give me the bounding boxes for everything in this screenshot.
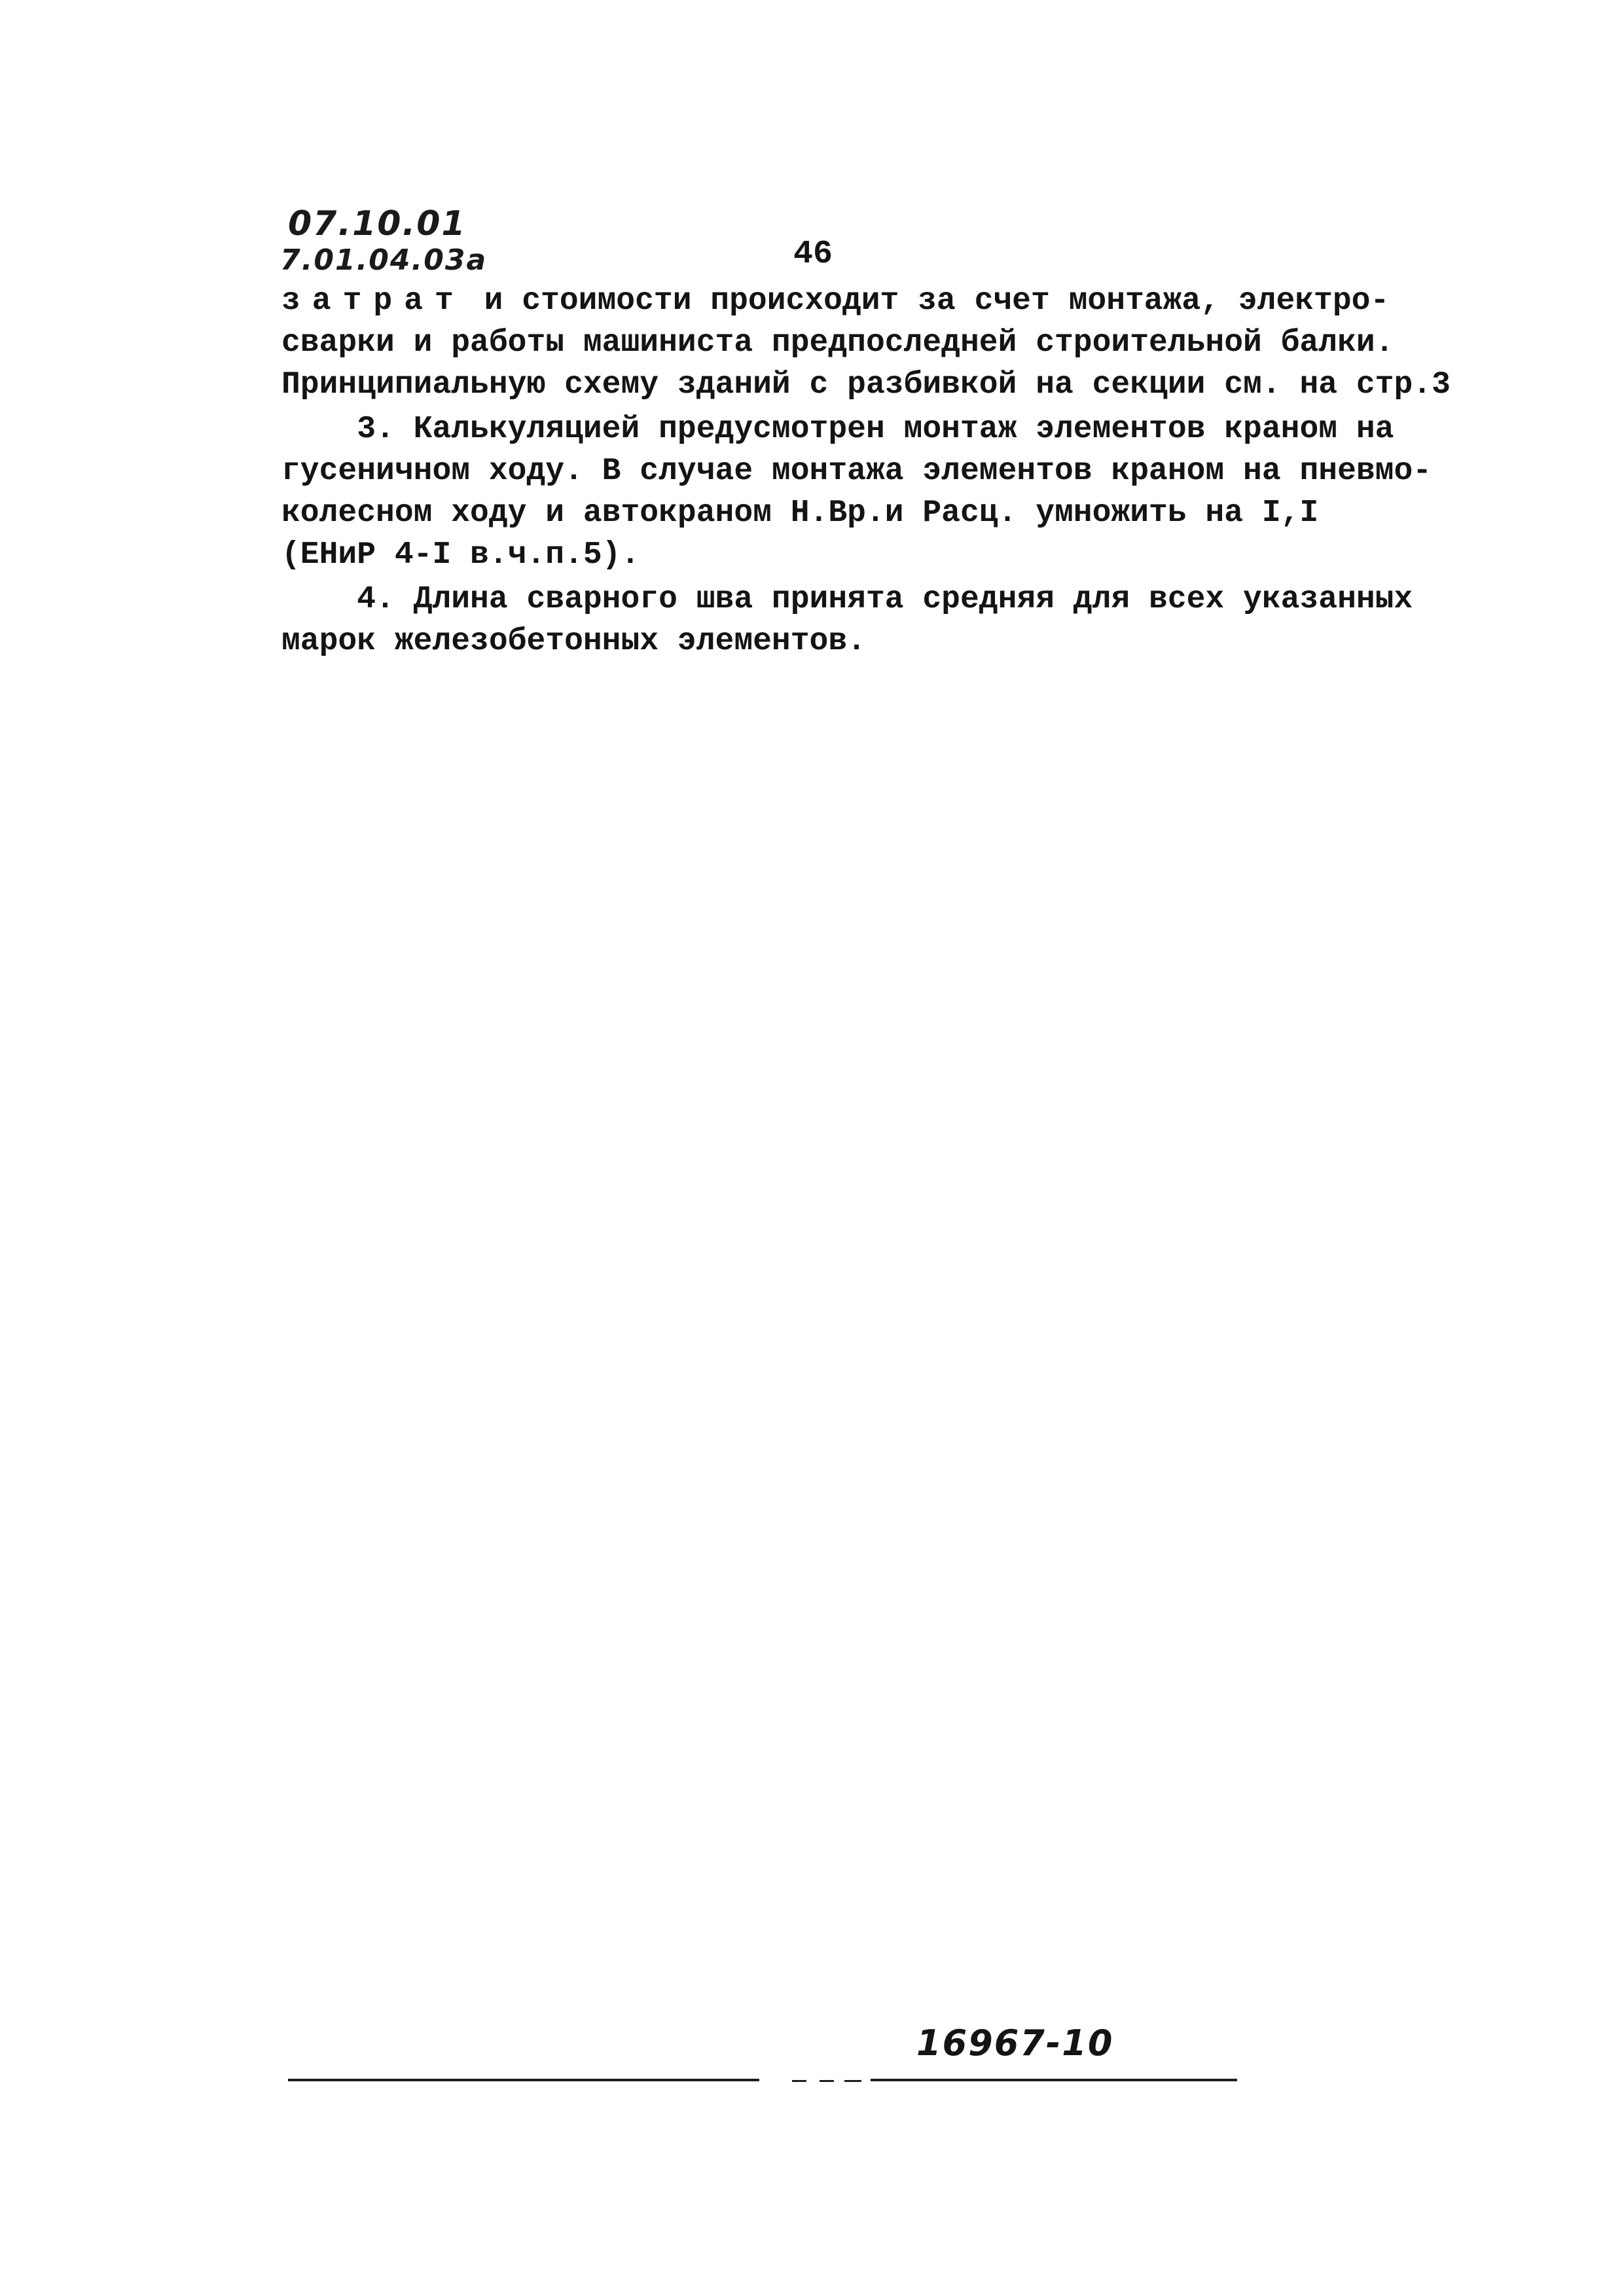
footer-rule-dash	[792, 2080, 806, 2082]
text-line-4: 3. Калькуляцией предусмотрен монтаж элементов краном на	[281, 412, 1394, 447]
text-line-1	[281, 280, 1390, 322]
text-line-7: (ЕНиР 4-I в.ч.п.5).	[281, 537, 640, 573]
text-line-2: сварки и работы машиниста предпоследней строительной балки.	[281, 325, 1394, 361]
text-line-8: 4. Длина сварного шва принята средняя для всех указанных	[281, 582, 1413, 617]
footer-rule-dash	[844, 2080, 861, 2082]
text-line-1-rest: и стоимости происходит за счет монтажа, электро-	[484, 283, 1390, 319]
text-line-3: Принципиальную схему зданий с разбивкой на секции см. на стр.3	[281, 367, 1451, 403]
text-line-5: гусеничном ходу. В случае монтажа элементов краном на пневмо-	[281, 454, 1432, 489]
text-line-9: марок железобетонных элементов.	[281, 624, 866, 659]
spaced-word: затрат	[281, 283, 465, 319]
footer-rule-left	[288, 2079, 759, 2081]
page-number: 46	[793, 236, 833, 273]
text-line-6: колесном ходу и автокраном Н.Вр.и Расц. умножить на I,I	[281, 495, 1319, 531]
handwritten-code-top: 07.10.01	[288, 204, 467, 243]
footer-rule-dash	[820, 2080, 834, 2082]
handwritten-code-second: 7.01.04.03а	[280, 243, 488, 277]
footer-rule-right	[871, 2079, 1237, 2081]
footer-stamp-number: 16967-10	[916, 2022, 1114, 2064]
